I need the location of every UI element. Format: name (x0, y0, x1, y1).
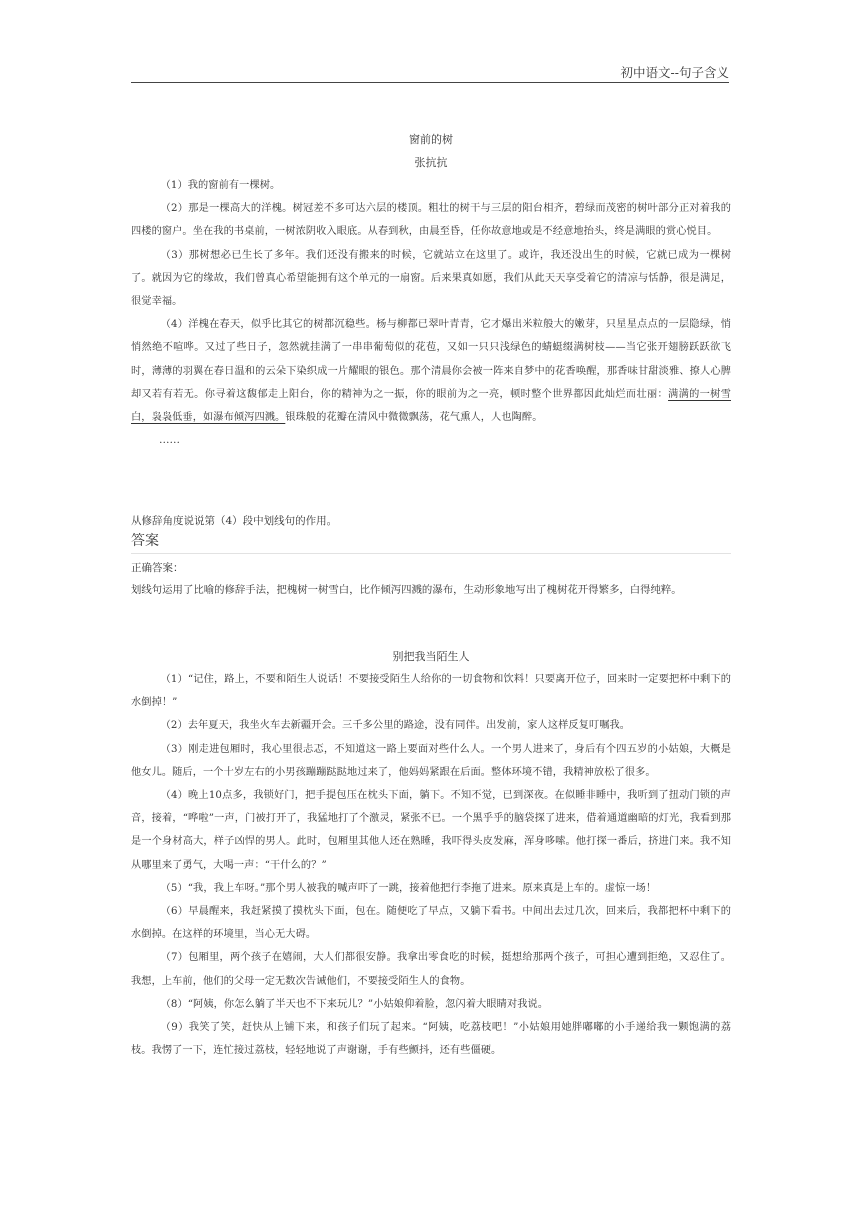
question-prompt: 从修辞角度说说第（4）段中划线句的作用。 (131, 515, 338, 527)
answer-label: 正确答案： (131, 562, 184, 574)
answer-heading: 答案 (131, 531, 731, 554)
paragraph-4-text-after: 银珠般的花瓣在清风中微微飘荡，花气熏人，人也陶醉。 (285, 412, 543, 424)
article-2-paragraph-4: （4）晚上10点多，我锁好门，把手提包压在枕头下面，躺下。不知不觉，已到深夜。在似睡非睡中，我听到了扭动门锁的声音，接着，“哗啦”一声，门被打开了，我猛地打了个激灵，紧张不已。一个黑乎乎的脑袋探了进来，借着通道幽暗的灯光，我看到那是一个身材高大，样子凶悍的男人。此时，包厢里其他人还在熟睡，我吓得头皮发麻，浑身哆嗦。他打探一番后，挤进门来。我不知从哪里来了勇气，大喝一声：“干什么的？” (131, 790, 731, 871)
article-2-paragraph-8: （8）“阿姨，你怎么躺了半天也不下来玩儿？”小姑娘仰着脸，忽闪着大眼睛对我说。 (160, 998, 549, 1010)
article-2-paragraph-9: （9）我笑了笑，赶快从上铺下来，和孩子们玩了起来。“阿姨，吃荔枝吧！”小姑娘用她胖嘟嘟的小手递给我一颗饱满的荔枝。我愣了一下，连忙接过荔枝，轻轻地说了声谢谢，手有些颤抖，还有些僵硬。 (131, 1022, 731, 1057)
article-2-paragraph-7: （7）包厢里，两个孩子在嬉闹，大人们都很安静。我拿出零食吃的时候，挺想给那两个孩子，可担心遭到拒绝，又忍住了。我想，上车前，他们的父母一定无数次告诫他们，不要接受陌生人的食物。 (131, 952, 731, 987)
article-2-paragraph-1: （1）“记住，路上，不要和陌生人说话！不要接受陌生人给你的一切食物和饮料！只要离开位子，回来时一定要把杯中剩下的水倒掉！” (131, 674, 731, 709)
paragraph-4-text-before: （4）洋槐在春天，似乎比其它的树都沉稳些。杨与柳都已翠叶青青，它才爆出米粒般大的嫩芽，只星星点点的一层隐绿，悄悄然绝不喧哗。又过了些日子，忽然就挂满了一串串葡萄似的花苞，又如一只只浅绿色的蜻蜓缀满树枝——当它张开翅膀跃跃欲飞时，薄薄的羽翼在春日温和的云朵下染织成一片耀眼的银色。那个清晨你会被一阵来自梦中的花香唤醒，那香味甘甜淡雅、撩人心脾却又若有若无。你寻着这馥郁走上阳台，你的精神为之一振，你的眼前为之一亮，顿时整个世界都因此灿烂而壮丽： (131, 319, 731, 400)
article-1-ellipsis: …… (159, 434, 180, 447)
header-subject: 初中语文--句子含义 (620, 65, 729, 80)
article-1 (131, 128, 731, 452)
article-2 (131, 645, 731, 1062)
article-2-title: 别把我当陌生人 (392, 650, 470, 663)
article-2-paragraph-3: （3）刚走进包厢时，我心里很忐忑，不知道这一路上要面对些什么人。一个男人进来了，身后有个四五岁的小姑娘，大概是他女儿。随后，一个十岁左右的小男孩蹦蹦跶跶地过来了，他妈妈紧跟在后面。整体环境不错，我精神放松了很多。 (131, 743, 731, 778)
article-2-paragraph-6: （6）早晨醒来，我赶紧摸了摸枕头下面，包在。随便吃了早点，又躺下看书。中间出去过几次，回来后，我都把杯中剩下的水倒掉。在这样的环境里，当心无大碍。 (131, 906, 731, 941)
article-1-title: 窗前的树 (409, 133, 453, 146)
underlined-sentence: 满满的一树雪白，袅袅低垂，如瀑布倾泻四溅。 (131, 388, 731, 424)
article-1-author: 张抗抗 (414, 156, 448, 169)
article-2-paragraph-2: （2）去年夏天，我坐火车去新疆开会。三千多公里的路途，没有同伴。出发前，家人这样反复叮嘱我。 (160, 720, 631, 732)
answer-text: 划线句运用了比喻的修辞手法，把槐树一树雪白，比作倾泻四溅的瀑布，生动形象地写出了槐树花开得繁多，白得纯粹。 (131, 584, 682, 596)
article-1-paragraph-1: （1）我的窗前有一棵树。 (160, 180, 281, 191)
question-section (131, 511, 731, 601)
page-header (131, 62, 729, 83)
article-1-paragraph-4 (131, 313, 731, 429)
article-1-paragraph-3: （3）那树想必已生长了多年。我们还没有搬来的时候，它就站立在这里了。或许，我还没出生的时候，它就已成为一棵树了。就因为它的缘故，我们曾真心希望能拥有这个单元的一扇窗。后来果真如愿，我们从此天天享受着它的清凉与恬静，很是满足，很觉幸福。 (131, 249, 731, 308)
article-1-paragraph-2: （2）那是一棵高大的洋槐。树冠差不多可达六层的楼顶。粗壮的树干与三层的阳台相齐，碧绿而茂密的树叶部分正对着我的四楼的窗户。坐在我的书桌前，一树浓阴收入眼底。从春到秋，由晨至昏，任你故意地或是不经意地抬头，终是满眼的赏心悦目。 (131, 203, 731, 238)
article-2-paragraph-5: （5）“我，我上车呀。”那个男人被我的喊声吓了一跳，接着他把行李拖了进来。原来真是上车的。虚惊一场！ (160, 882, 657, 894)
